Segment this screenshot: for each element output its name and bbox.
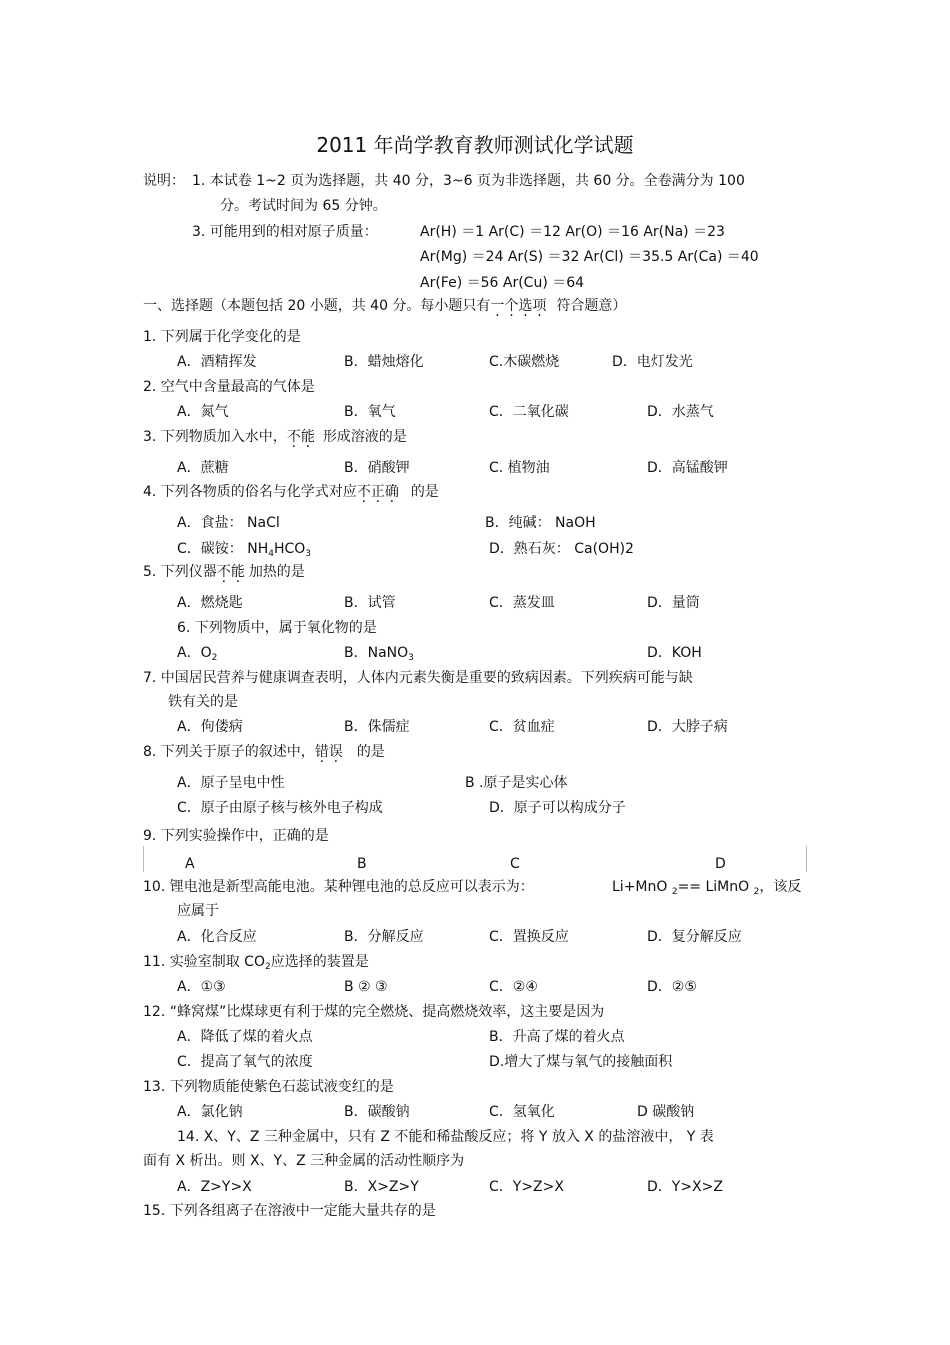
q13-option-b: B．碳酸钠 bbox=[344, 1104, 410, 1120]
q5-option-a: A．燃烧匙 bbox=[177, 595, 243, 611]
q5-option-c: C．蒸发皿 bbox=[489, 595, 555, 611]
q14-stem: 14. X、Y、Z 三种金属中，只有 Z 不能和稀盐酸反应；将 Y 放入 X 的盐溶液中， Y 表 bbox=[177, 1129, 714, 1145]
q12-stem: 12. “蜂窝煤”比煤球更有利于煤的完全燃烧、提高燃烧效率，这主要是因为 bbox=[143, 1004, 605, 1020]
q8-option-c: C．原子由原子核与核外电子构成 bbox=[177, 800, 383, 816]
q2-option-b: B．氧气 bbox=[344, 404, 396, 420]
section-heading-post: 符合题意） bbox=[556, 298, 627, 314]
intro-label: 说明： bbox=[143, 173, 185, 189]
q9-option-a: A bbox=[185, 856, 195, 872]
q4-option-a: A．食盐： NaCl bbox=[177, 515, 280, 531]
q13-option-d: D 碳酸钠 bbox=[637, 1104, 695, 1120]
q5-emphasis: 不能 bbox=[216, 564, 245, 580]
q15-stem: 15. 下列各组离子在溶液中一定能大量共存的是 bbox=[143, 1203, 436, 1219]
q10-stem: 10. 锂电池是新型高能电池。某种锂电池的总反应可以表示为： bbox=[143, 879, 534, 895]
section-heading-emphasis: 一个选项 bbox=[490, 298, 547, 314]
q12-option-a: A．降低了煤的着火点 bbox=[177, 1029, 313, 1045]
q4-emphasis: 不正确 bbox=[356, 484, 399, 500]
q5-option-b: B．试管 bbox=[344, 595, 396, 611]
page-title: 2011 年尚学教育教师测试化学试题 bbox=[316, 133, 634, 157]
q7-option-a: A．佝偻病 bbox=[177, 719, 243, 735]
q14-stem-cont: 面有 X 析出。则 X、Y、Z 三种金属的活动性顺序为 bbox=[143, 1153, 465, 1169]
section-heading bbox=[143, 296, 626, 316]
q10-option-a: A．化合反应 bbox=[177, 929, 257, 945]
q2-option-d: D．水蒸气 bbox=[647, 404, 714, 420]
q7-stem-cont: 铁有关的是 bbox=[168, 694, 238, 710]
q3-option-d: D．高锰酸钾 bbox=[647, 460, 728, 476]
q6-option-d: D．KOH bbox=[647, 645, 702, 661]
q11-stem: 11. 实验室制取 $CO_2$应选择的装置是 bbox=[143, 954, 369, 972]
q1-option-c: C.木碳燃烧 bbox=[489, 354, 560, 370]
q12-option-c: C．提高了氧气的浓度 bbox=[177, 1054, 313, 1070]
q7-option-b: B．侏儒症 bbox=[344, 719, 410, 735]
q1-option-b: B．蜡烛熔化 bbox=[344, 354, 424, 370]
q12-option-b: B．升高了煤的着火点 bbox=[489, 1029, 625, 1045]
q9-option-b: B bbox=[357, 856, 367, 872]
q10-equation: Li+MnO $_2$== LiMnO $_2$，该反 bbox=[612, 879, 802, 897]
q2-option-c: C．二氧化碳 bbox=[489, 404, 569, 420]
q3-stem: 3. 下列物质加入水中，不能 形成溶液的是 bbox=[143, 429, 407, 445]
atomic-mass-row-3: Ar(Fe) ＝56 Ar(Cu) ＝64 bbox=[420, 275, 585, 291]
q10-option-d: D．复分解反应 bbox=[647, 929, 742, 945]
q9-stem: 9. 下列实验操作中，正确的是 bbox=[143, 828, 329, 844]
intro-item-1: 1. 本试卷 1~2 页为选择题，共 40 分，3~6 页为非选择题，共 60 分。全卷满分为 100 bbox=[192, 173, 745, 189]
q4-stem: 4. 下列各物质的俗名与化学式对应不正确 的是 bbox=[143, 484, 439, 500]
q1-stem: 1. 下列属于化学变化的是 bbox=[143, 329, 301, 345]
q11-option-d: D．②⑤ bbox=[647, 979, 697, 995]
q8-option-b: B .原子是实心体 bbox=[465, 775, 568, 791]
q3-option-c: C. 植物油 bbox=[489, 460, 550, 476]
q11-option-c: C．②④ bbox=[489, 979, 538, 995]
image-frame-right-edge bbox=[806, 846, 807, 872]
q7-option-d: D．大脖子病 bbox=[647, 719, 728, 735]
q5-stem: 5. 下列仪器不能 加热的是 bbox=[143, 564, 305, 580]
q8-stem: 8. 下列关于原子的叙述中，错误 的是 bbox=[143, 744, 385, 760]
q13-stem: 13. 下列物质能使紫色石蕊试液变红的是 bbox=[143, 1079, 394, 1095]
q14-option-c: C．Y>Z>X bbox=[489, 1179, 564, 1195]
q8-option-d: D．原子可以构成分子 bbox=[489, 800, 626, 816]
intro-item-3: 3. 可能用到的相对原子质量： bbox=[192, 224, 378, 240]
q10-stem-cont: 应属于 bbox=[177, 903, 219, 919]
q8-emphasis: 错误 bbox=[314, 744, 343, 760]
q2-stem: 2. 空气中含量最高的气体是 bbox=[143, 379, 315, 395]
q2-option-a: A．氮气 bbox=[177, 404, 229, 420]
q1-option-d: D．电灯发光 bbox=[612, 354, 693, 370]
q13-option-c: C．氢氧化 bbox=[489, 1104, 555, 1120]
q14-option-a: A．Z>Y>X bbox=[177, 1179, 252, 1195]
q7-option-c: C．贫血症 bbox=[489, 719, 555, 735]
q13-option-a: A．氯化钠 bbox=[177, 1104, 243, 1120]
q9-option-d: D bbox=[715, 856, 726, 872]
section-heading-pre: 一、选择题（本题包括 20 小题，共 40 分。每小题只有 bbox=[143, 298, 491, 314]
q6-option-a: A．$O_2$ bbox=[177, 645, 218, 663]
q11-option-a: A．①③ bbox=[177, 979, 226, 995]
q3-option-a: A．蔗糖 bbox=[177, 460, 229, 476]
image-frame-left-edge bbox=[143, 846, 144, 872]
q11-option-b: B ② ③ bbox=[344, 979, 388, 995]
q6-stem: 6. 下列物质中，属于氧化物的是 bbox=[177, 620, 377, 636]
q1-option-a: A．酒精挥发 bbox=[177, 354, 257, 370]
q3-option-b: B．硝酸钾 bbox=[344, 460, 410, 476]
q3-emphasis: 不能 bbox=[286, 429, 315, 445]
q4-option-d: D．熟石灰： Ca(OH)2 bbox=[489, 541, 634, 557]
q7-stem: 7. 中国居民营养与健康调查表明，人体内元素失衡是重要的致病因素。下列疾病可能与缺 bbox=[143, 670, 693, 686]
q10-option-b: B．分解反应 bbox=[344, 929, 424, 945]
q4-option-b: B．纯碱： NaOH bbox=[485, 515, 596, 531]
q9-option-c: C bbox=[510, 856, 520, 872]
q14-option-b: B．X>Z>Y bbox=[344, 1179, 419, 1195]
q10-option-c: C．置换反应 bbox=[489, 929, 569, 945]
q5-option-d: D．量筒 bbox=[647, 595, 700, 611]
q14-option-d: D．Y>X>Z bbox=[647, 1179, 723, 1195]
atomic-mass-row-1: Ar(H) ＝1 Ar(C) ＝12 Ar(O) ＝16 Ar(Na) ＝23 bbox=[420, 224, 725, 240]
intro-item-1-cont: 分。考试时间为 65 分钟。 bbox=[220, 198, 387, 214]
q4-option-c: C．碳铵： $NH_4HCO_3$ bbox=[177, 541, 312, 559]
atomic-mass-row-2: Ar(Mg) ＝24 Ar(S) ＝32 Ar(Cl) ＝35.5 Ar(Ca) ＝40 bbox=[420, 249, 759, 265]
q6-option-b: B．NaNO$_3$ bbox=[344, 645, 414, 663]
q8-option-a: A．原子呈电中性 bbox=[177, 775, 285, 791]
q12-option-d: D.增大了煤与氧气的接触面积 bbox=[489, 1054, 673, 1070]
